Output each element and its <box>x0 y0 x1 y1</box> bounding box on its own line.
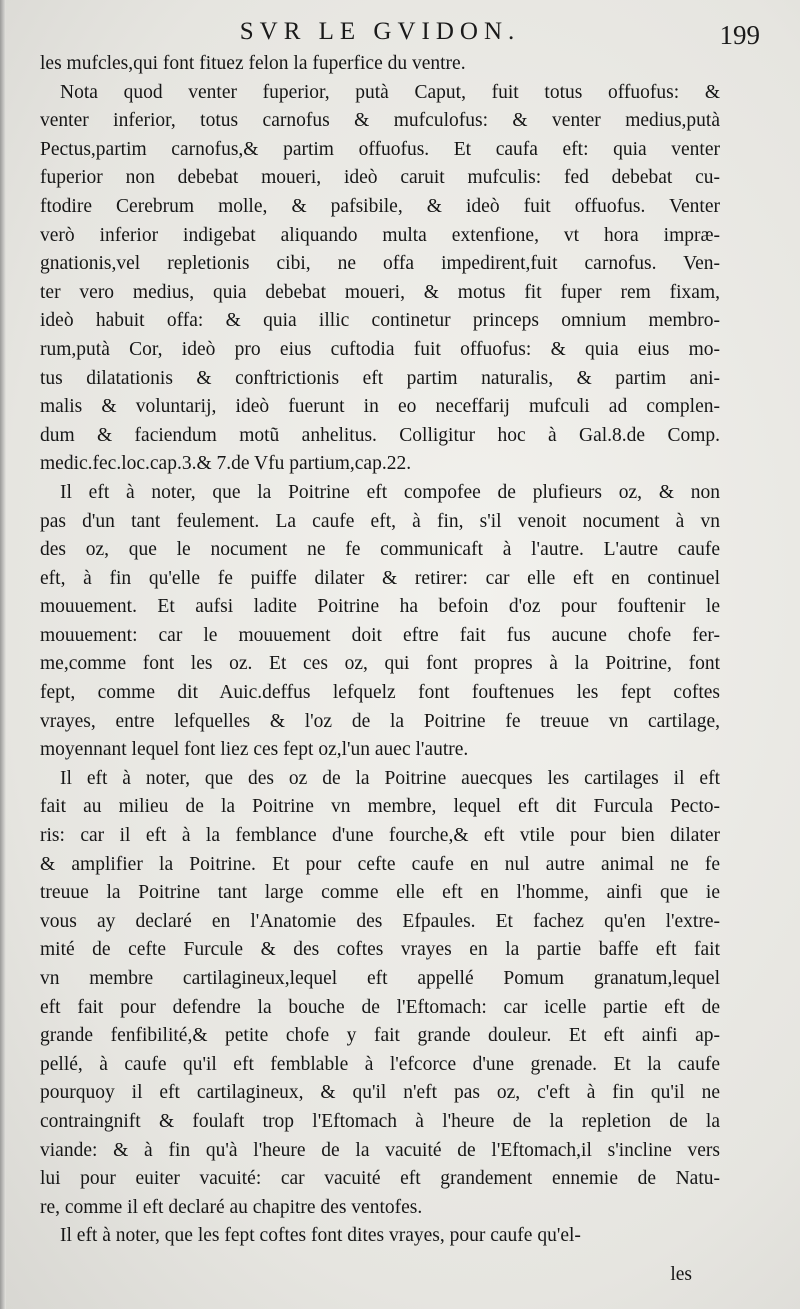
text-line: treuue la Poitrine tant large comme elle eft en l'homme, ainfi que ie <box>40 882 720 904</box>
text-line: mité de cefte Furcule & des coftes vrayes en la partie baffe eft fait <box>40 939 720 961</box>
text-line: ter vero medius, quia debebat moueri, & motus fit fuper rem fixam, <box>40 281 720 303</box>
text-line: venter inferior, totus carnofus & mufculofus: & venter medius,putà <box>40 110 720 132</box>
text-line: me,comme font les oz. Et ces oz, qui font propres à la Poitrine, font <box>40 653 720 675</box>
text-line: Il eft à noter, que des oz de la Poitrine auecques les cartilages il eft <box>60 767 720 789</box>
text-line: rum,putà Cor, ideò pro eius cuftodia fuit offuofus: & quia eius mo- <box>40 338 720 360</box>
text-line: Il eft à noter, que les fept coftes font dites vrayes, pour caufe qu'el- <box>60 1225 581 1247</box>
text-line: dum & faciendum motũ anhelitus. Colligitur hoc à Gal.8.de Comp. <box>40 424 720 446</box>
text-line: pas d'un tant feulement. La caufe eft, à fin, s'il venoit nocument à vn <box>40 510 720 532</box>
text-line: eft fait pour defendre la bouche de l'Eftomach: car icelle partie eft de <box>40 996 720 1018</box>
text-line: viande: & à fin qu'à l'heure de la vacuité de l'Eftomach,il s'incline vers <box>40 1139 720 1161</box>
text-line: grande fenfibilité,& petite chofe y fait grande douleur. Et eft ainfi ap- <box>40 1025 720 1047</box>
text-line: verò inferior indigebat aliquando multa extenfione, vt hora impræ- <box>40 224 720 246</box>
catchword: les <box>670 1264 692 1285</box>
text-line: pellé, à caufe qu'il eft femblable à l'efcorce d'une grenade. Et la caufe <box>40 1053 720 1075</box>
text-line: tus dilatationis & conftrictionis eft partim naturalis, & partim ani- <box>40 367 720 389</box>
paragraph <box>40 50 720 79</box>
text-line: les mufcles,qui font fituez felon la fuperfice du ventre. <box>40 53 466 74</box>
body-text <box>40 50 720 1251</box>
text-line: pourquoy il eft cartilagineux, & qu'il n'eft pas oz, c'eft à fin qu'il ne <box>40 1082 720 1104</box>
text-line: fept, comme dit Auic.deffus lefquelz font fouftenues les fept coftes <box>40 682 720 704</box>
paragraph <box>40 479 720 765</box>
text-line: contraingnift & foulaft trop l'Eftomach à l'heure de la repletion de la <box>40 1110 720 1132</box>
page-header <box>40 14 780 50</box>
text-line: lui pour euiter vacuité: car vacuité eft grandement ennemie de Natu- <box>40 1168 720 1190</box>
text-line: moyennant lequel font liez ces fept oz,l'un auec l'autre. <box>40 739 469 761</box>
page-gutter-shadow <box>0 0 6 1309</box>
text-line: Nota quod venter fuperior, putà Caput, fuit totus offuofus: & <box>60 81 720 103</box>
text-line: re, comme il eft declaré au chapitre des ventofes. <box>40 1196 423 1218</box>
text-line: mouuement: car le mouuement doit eftre fait fus aucune chofe fer- <box>40 624 720 646</box>
text-line: des oz, que le nocument ne fe communicaft à l'autre. L'autre caufe <box>40 539 720 561</box>
text-line: Il eft à noter, que la Poitrine eft compofee de plufieurs oz, & non <box>60 481 720 503</box>
text-line: malis & voluntarij, ideò fuerunt in eo neceffarij mufculi ad complen- <box>40 396 720 418</box>
paragraph <box>40 1222 720 1251</box>
text-line: ris: car il eft à la femblance d'une fourche,& eft vtile pour bien dilater <box>40 825 720 847</box>
paragraph <box>40 765 720 1223</box>
text-line: medic.fec.loc.cap.3.& 7.de Vfu partium,cap.22. <box>40 453 412 475</box>
text-line: mouuement. Et aufsi ladite Poitrine ha befoin d'oz pour fouftenir le <box>40 596 720 618</box>
text-line: vous ay declaré en l'Anatomie des Efpaules. Et fachez qu'en l'extre- <box>40 910 720 932</box>
text-line: ftodire Cerebrum molle, & pafsibile, & ideò fuit offuofus. Venter <box>40 195 720 217</box>
text-line: fait au milieu de la Poitrine vn membre, lequel eft dit Furcula Pecto- <box>40 796 720 818</box>
running-head: SVR LE GVIDON. <box>239 18 521 45</box>
paragraph <box>40 79 720 479</box>
text-line: Pectus,partim carnofus,& partim offuofus. Et caufa eft: quia venter <box>40 138 720 160</box>
text-line: & amplifier la Poitrine. Et pour cefte caufe en nul autre animal ne fe <box>40 853 720 875</box>
text-line: ideò habuit offa: & quia illic continetur princeps omnium membro- <box>40 310 720 332</box>
text-line: gnationis,vel repletionis cibi, ne offa impedirent,fuit carnofus. Ven- <box>40 253 720 275</box>
text-line: vrayes, entre lefquelles & l'oz de la Poitrine fe treuue vn cartilage, <box>40 710 720 732</box>
text-line: fuperior non debebat moueri, ideò caruit mufculis: fed debebat cu- <box>40 167 720 189</box>
text-line: vn membre cartilagineux,lequel eft appellé Pomum granatum,lequel <box>40 968 720 989</box>
text-line: eft, à fin qu'elle fe puiffe dilater & retirer: car elle eft en continuel <box>40 567 720 589</box>
page-number: 199 <box>719 20 760 50</box>
